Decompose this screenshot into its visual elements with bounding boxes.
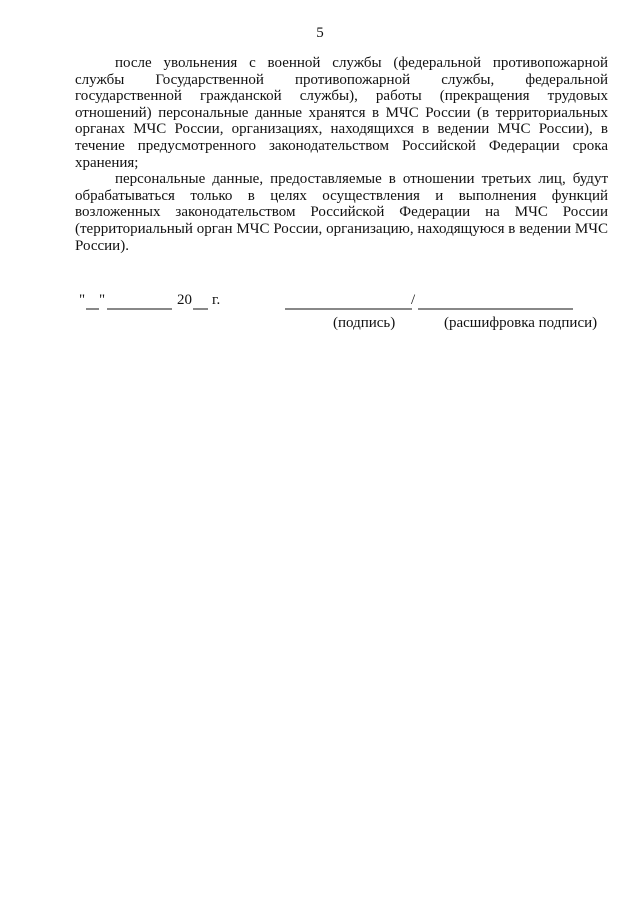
- page-number: 5: [316, 25, 324, 41]
- document-body: [75, 55, 608, 254]
- date-close-quote: ": [99, 292, 106, 308]
- year-suffix: г.: [212, 292, 221, 308]
- decoding-caption: (расшифровка подписи): [444, 315, 598, 331]
- signature-separator: /: [411, 292, 416, 308]
- blank-underlines: [0, 292, 640, 316]
- paragraph-storage: после увольнения с военной службы (федеральной противопожарной службы Государственной противопожарной службы, федеральной государственной гражданской службы), работы (прекращения трудовых отношений) персональные данные хранятся в МЧС России (в территориальных органах МЧС России, организациях, находящихся в ведении МЧС России), в течение предусмотренного законодательством Российской Федерации срока хранения;: [75, 55, 608, 171]
- year-prefix: 20: [177, 292, 192, 308]
- signature-caption: (подпись): [333, 315, 396, 331]
- paragraph-third-parties: персональные данные, предоставляемые в отношении третьих лиц, будут обрабатываться только в целях осуществления и выполнения функций возложенных законодательством Российской Федерации на МЧС России (территориальный орган МЧС России, организацию, находящуюся в ведении МЧС России).: [75, 171, 608, 254]
- date-open-quote: ": [79, 292, 86, 308]
- signature-date-line: [0, 292, 640, 316]
